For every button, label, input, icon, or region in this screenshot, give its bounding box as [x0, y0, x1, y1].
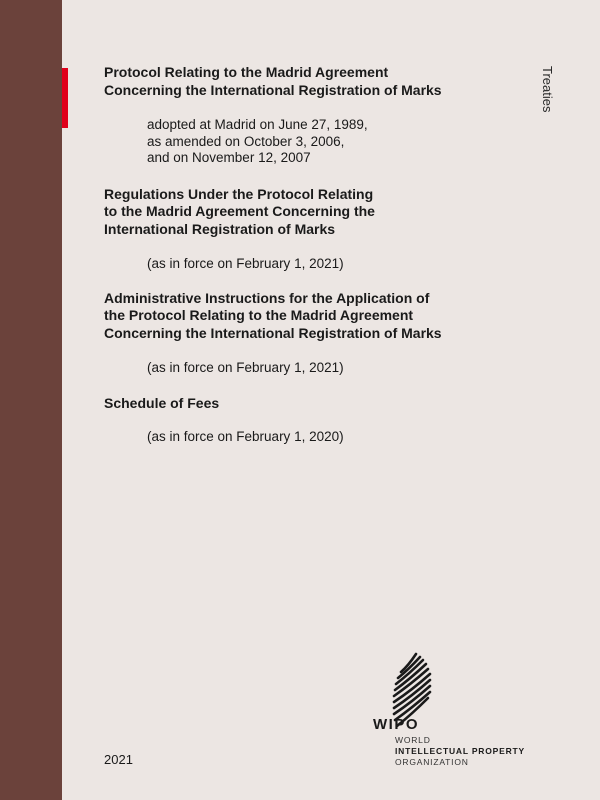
side-tab-label: Treaties [540, 66, 555, 113]
section-subtitle [147, 117, 524, 167]
subtitle-line: and on November 12, 2007 [147, 150, 311, 165]
heading-line: Protocol Relating to the Madrid Agreement [104, 64, 389, 80]
section-subtitle [147, 256, 524, 273]
subtitle-line: as amended on October 3, 2006, [147, 133, 345, 149]
section-administrative-instructions [104, 290, 524, 377]
subtitle-line: adopted at Madrid on June 27, 1989, [147, 117, 368, 132]
section-regulations [104, 186, 524, 273]
org-name-line: ORGANIZATION [395, 757, 469, 767]
heading-line: Concerning the International Registration of Marks [104, 81, 442, 98]
subtitle-line: (as in force on February 1, 2021) [147, 360, 344, 375]
wipo-wordmark: WIPO [373, 716, 419, 733]
publication-year: 2021 [104, 752, 133, 767]
section-schedule-of-fees [104, 395, 524, 446]
cover-spine [0, 0, 62, 800]
heading-line: Schedule of Fees [104, 394, 220, 411]
heading-line: the Protocol Relating to the Madrid Agreement [104, 307, 414, 323]
section-heading [104, 64, 524, 99]
section-heading [104, 290, 524, 343]
heading-line: Administrative Instructions for the Application of [104, 289, 430, 306]
section-protocol [104, 64, 524, 167]
title-list [104, 64, 524, 446]
subtitle-line: (as in force on February 1, 2021) [147, 256, 344, 271]
section-subtitle [147, 429, 524, 446]
org-name-line: INTELLECTUAL PROPERTY [395, 746, 525, 756]
heading-line: to the Madrid Agreement Concerning the [104, 203, 375, 219]
heading-line: Regulations Under the Protocol Relating [104, 185, 374, 202]
section-subtitle [147, 360, 524, 377]
section-heading [104, 186, 524, 239]
accent-bar [62, 68, 68, 128]
subtitle-line: (as in force on February 1, 2020) [147, 429, 344, 444]
section-heading [104, 395, 524, 413]
heading-line: Concerning the International Registration of Marks [104, 324, 442, 341]
org-name-line: WORLD [395, 735, 431, 745]
heading-line: International Registration of Marks [104, 220, 336, 237]
